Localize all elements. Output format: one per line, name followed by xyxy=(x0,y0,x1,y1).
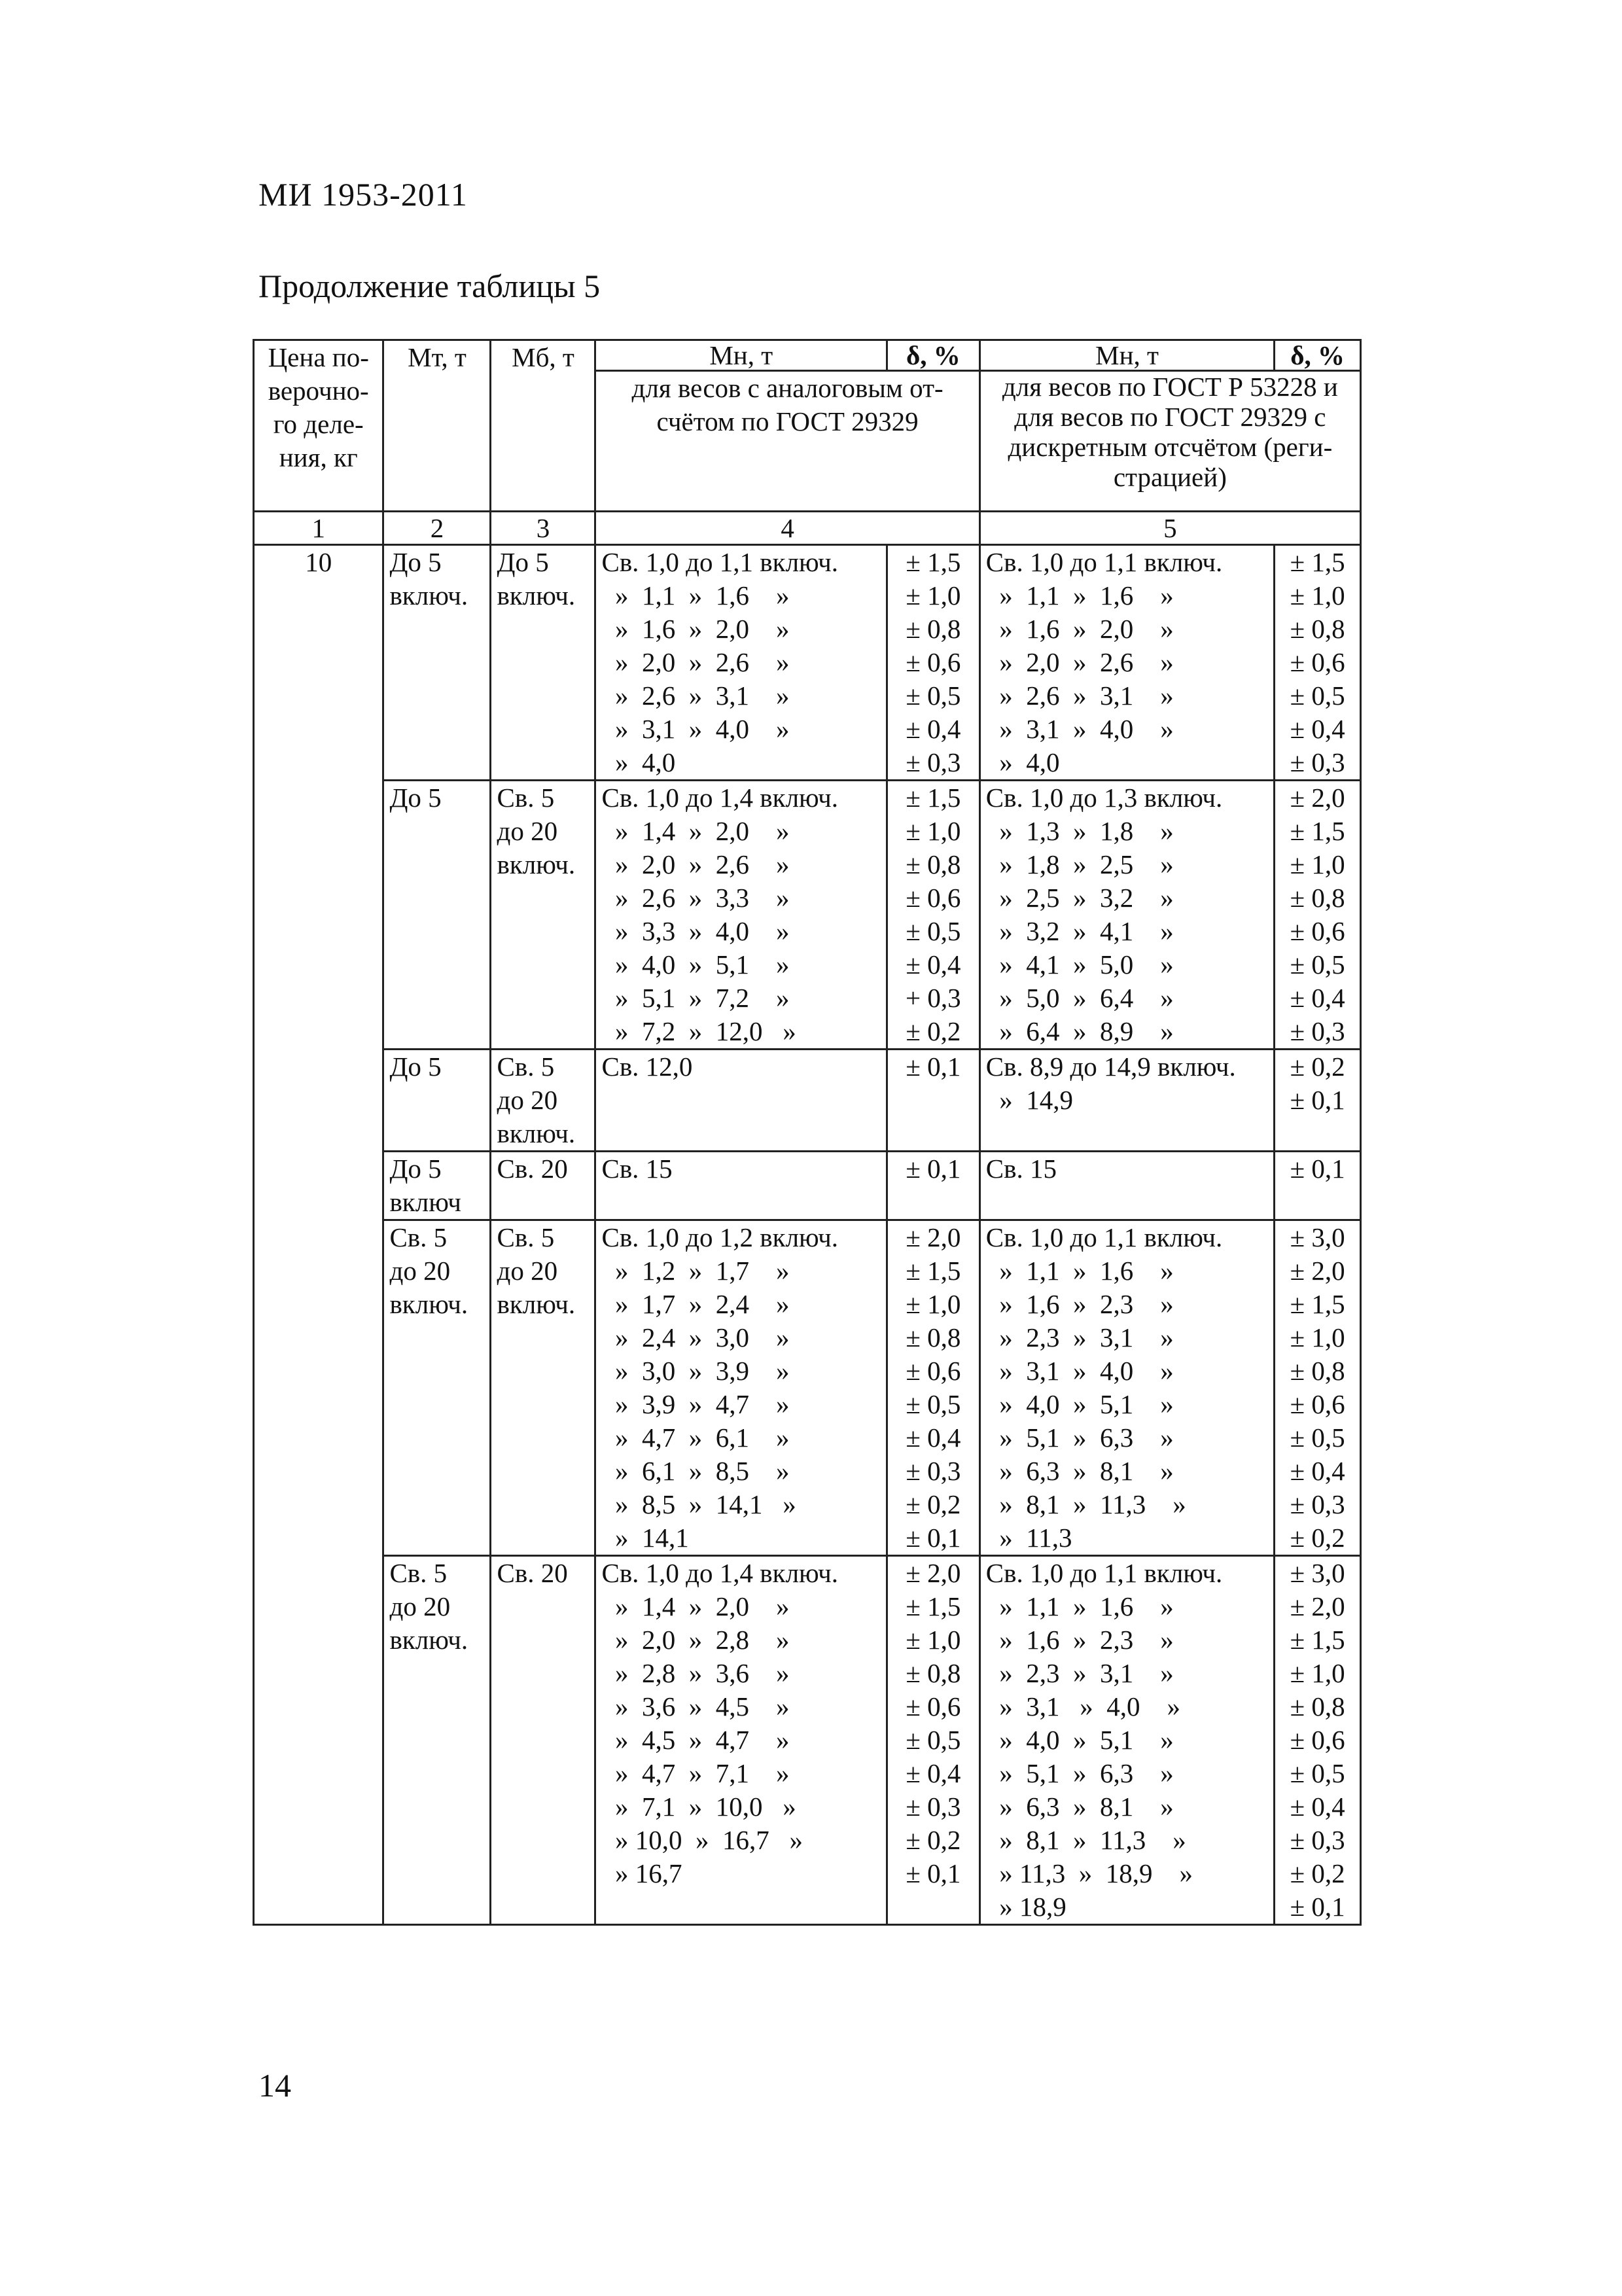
header-row-top xyxy=(254,340,1361,371)
delta-value: ± 0,8 xyxy=(906,1658,961,1688)
range-value: » 11,3 » 18,9 » xyxy=(985,1858,1193,1888)
mb-cell: Св. 5 до 20 включ. xyxy=(491,1050,595,1152)
range-value: » 14,1 xyxy=(601,1523,689,1553)
range-value: » 6,3 » 8,1 » xyxy=(985,1456,1174,1486)
delta-value: ± 1,0 xyxy=(1290,580,1345,610)
delta-value: ± 0,2 xyxy=(1290,1051,1345,1082)
delta-cell-col5 xyxy=(1275,1556,1361,1925)
delta-value: ± 0,3 xyxy=(906,747,961,777)
header-mn-col4: Мн, т xyxy=(595,340,887,371)
range-cell-col5 xyxy=(979,1220,1275,1556)
range-value: » 1,1 » 1,6 » xyxy=(985,1591,1174,1621)
range-value: » 1,8 » 2,5 » xyxy=(985,849,1174,879)
range-value: » 5,1 » 6,3 » xyxy=(985,1758,1174,1788)
range-value: » 16,7 xyxy=(601,1858,682,1888)
delta-cell-col4 xyxy=(887,1050,979,1152)
delta-value: ± 1,5 xyxy=(1290,816,1345,846)
range-value: » 1,1 » 1,6 » xyxy=(985,580,1174,610)
header-delta-col5: δ, % xyxy=(1275,340,1361,371)
header-mn-col5: Мн, т xyxy=(979,340,1275,371)
delta-value: ± 2,0 xyxy=(906,1222,961,1252)
range-cell-col4 xyxy=(595,1152,887,1220)
division-value-cell: 10 xyxy=(254,545,383,1925)
range-value: » 3,2 » 4,1 » xyxy=(985,916,1174,946)
delta-value: ± 0,2 xyxy=(1290,1858,1345,1888)
range-value: » 2,0 » 2,6 » xyxy=(601,849,790,879)
table-row xyxy=(254,1152,1361,1220)
delta-cell-col5 xyxy=(1275,781,1361,1050)
range-value: Св. 1,0 до 1,4 включ. xyxy=(601,783,838,813)
table-row xyxy=(254,1556,1361,1925)
delta-value: ± 0,4 xyxy=(906,1422,961,1453)
delta-value: ± 2,0 xyxy=(906,1558,961,1588)
range-value: » 2,6 » 3,1 » xyxy=(985,680,1174,711)
delta-value: ± 0,6 xyxy=(1290,916,1345,946)
range-value: » 3,9 » 4,7 » xyxy=(601,1389,790,1419)
delta-value: ± 0,5 xyxy=(906,916,961,946)
range-value: » 4,0 xyxy=(601,747,676,777)
header-division: Цена по- верочно- го деле- ния, кг xyxy=(254,340,383,512)
specification-table xyxy=(253,339,1362,1926)
delta-value: ± 0,4 xyxy=(1290,1792,1345,1822)
delta-cell-col4 xyxy=(887,781,979,1050)
range-value: Св. 8,9 до 14,9 включ. xyxy=(985,1051,1236,1082)
delta-value: ± 0,3 xyxy=(1290,1016,1345,1046)
column-number-1: 1 xyxy=(254,512,383,545)
delta-value: ± 0,4 xyxy=(1290,1456,1345,1486)
delta-value: ± 0,1 xyxy=(1290,1154,1345,1184)
range-value: » 2,8 » 3,6 » xyxy=(601,1658,790,1688)
delta-cell-col5 xyxy=(1275,1220,1361,1556)
range-value: » 2,0 » 2,8 » xyxy=(601,1625,790,1655)
delta-value: ± 1,5 xyxy=(1290,1625,1345,1655)
delta-value: ± 0,8 xyxy=(906,1322,961,1352)
delta-value: ± 0,5 xyxy=(1290,949,1345,980)
mt-cell: До 5 включ. xyxy=(383,545,491,781)
delta-value: ± 0,1 xyxy=(906,1154,961,1184)
delta-value: ± 0,5 xyxy=(1290,680,1345,711)
table-caption: Продолжение таблицы 5 xyxy=(258,268,601,304)
delta-value: ± 1,5 xyxy=(906,1256,961,1286)
delta-value: ± 0,8 xyxy=(906,849,961,879)
delta-value: ± 1,5 xyxy=(906,1591,961,1621)
range-value: » 8,1 » 11,3 » xyxy=(985,1825,1186,1855)
delta-value: + 0,3 xyxy=(906,983,961,1013)
delta-value: ± 1,0 xyxy=(906,816,961,846)
range-value: Св. 1,0 до 1,1 включ. xyxy=(985,1222,1223,1252)
range-value: » 3,0 » 3,9 » xyxy=(601,1356,790,1386)
range-value: » 4,0 » 5,1 » xyxy=(985,1389,1174,1419)
range-value: » 3,1 » 4,0 » xyxy=(985,714,1174,744)
delta-value: ± 0,1 xyxy=(906,1523,961,1553)
range-value: Св. 1,0 до 1,2 включ. xyxy=(601,1222,838,1252)
delta-value: ± 1,0 xyxy=(906,1625,961,1655)
delta-value: ± 3,0 xyxy=(1290,1558,1345,1588)
range-value: » 4,0 » 5,1 » xyxy=(601,949,790,980)
range-value: » 11,3 xyxy=(985,1523,1072,1553)
range-cell-col5 xyxy=(979,1556,1275,1925)
delta-value: ± 1,5 xyxy=(1290,1289,1345,1319)
range-value: » 6,4 » 8,9 » xyxy=(985,1016,1174,1046)
delta-value: ± 0,1 xyxy=(906,1858,961,1888)
table-row xyxy=(254,545,1361,781)
range-value: » 1,6 » 2,0 » xyxy=(985,614,1174,644)
range-value: Св. 1,0 до 1,1 включ. xyxy=(985,1558,1223,1588)
range-cell-col4 xyxy=(595,1050,887,1152)
delta-cell-col4 xyxy=(887,545,979,781)
delta-value: ± 0,5 xyxy=(1290,1422,1345,1453)
document-code: МИ 1953-2011 xyxy=(258,176,468,213)
range-value: » 2,3 » 3,1 » xyxy=(985,1658,1174,1688)
range-value: » 5,1 » 7,2 » xyxy=(601,983,790,1013)
delta-value: ± 2,0 xyxy=(1290,1256,1345,1286)
mb-cell: До 5 включ. xyxy=(491,545,595,781)
column-number-3: 3 xyxy=(491,512,595,545)
delta-value: ± 0,6 xyxy=(1290,1725,1345,1755)
range-cell-col4 xyxy=(595,1220,887,1556)
range-value: » 4,0 xyxy=(985,747,1060,777)
range-value: Св. 1,0 до 1,4 включ. xyxy=(601,1558,838,1588)
delta-value: ± 2,0 xyxy=(1290,783,1345,813)
range-value: » 2,0 » 2,6 » xyxy=(985,647,1174,677)
delta-value: ± 0,6 xyxy=(906,883,961,913)
delta-value: ± 0,1 xyxy=(1290,1085,1345,1115)
range-value: » 5,0 » 6,4 » xyxy=(985,983,1174,1013)
range-cell-col5 xyxy=(979,1050,1275,1152)
delta-cell-col4 xyxy=(887,1220,979,1556)
mt-cell: До 5 xyxy=(383,781,491,1050)
delta-value: ± 1,0 xyxy=(906,1289,961,1319)
range-value: » 7,1 » 10,0 » xyxy=(601,1792,796,1822)
delta-value: ± 1,0 xyxy=(1290,849,1345,879)
range-value: Св. 1,0 до 1,1 включ. xyxy=(601,547,838,577)
delta-cell-col5 xyxy=(1275,1152,1361,1220)
range-value: » 3,1 » 4,0 » xyxy=(985,1691,1180,1722)
range-value: » 6,3 » 8,1 » xyxy=(985,1792,1174,1822)
range-value: » 4,0 » 5,1 » xyxy=(985,1725,1174,1755)
table-row xyxy=(254,781,1361,1050)
delta-value: ± 0,4 xyxy=(1290,714,1345,744)
range-value: Св. 15 xyxy=(601,1154,673,1184)
range-value: Св. 12,0 xyxy=(601,1051,693,1082)
range-cell-col4 xyxy=(595,781,887,1050)
range-cell-col5 xyxy=(979,1152,1275,1220)
range-value: » 1,1 » 1,6 » xyxy=(601,580,790,610)
delta-value: ± 0,6 xyxy=(906,1691,961,1722)
delta-value: ± 0,3 xyxy=(1290,1489,1345,1519)
mb-cell: Св. 20 xyxy=(491,1152,595,1220)
range-value: » 18,9 xyxy=(985,1892,1067,1922)
delta-cell-col4 xyxy=(887,1152,979,1220)
range-value: » 1,6 » 2,3 » xyxy=(985,1625,1174,1655)
mt-cell: До 5 xyxy=(383,1050,491,1152)
delta-value: ± 0,8 xyxy=(1290,614,1345,644)
delta-cell-col5 xyxy=(1275,545,1361,781)
delta-value: ± 0,3 xyxy=(906,1456,961,1486)
delta-value: ± 0,3 xyxy=(1290,747,1345,777)
delta-value: ± 1,5 xyxy=(906,547,961,577)
header-mb: Мб, т xyxy=(491,340,595,512)
column-number-4: 4 xyxy=(595,512,979,545)
header-mt: Мт, т xyxy=(383,340,491,512)
column-number-5: 5 xyxy=(979,512,1360,545)
range-value: » 2,4 » 3,0 » xyxy=(601,1322,790,1352)
range-value: » 4,1 » 5,0 » xyxy=(985,949,1174,980)
column-number-2: 2 xyxy=(383,512,491,545)
range-cell-col4 xyxy=(595,1556,887,1925)
delta-value: ± 0,5 xyxy=(906,680,961,711)
delta-value: ± 0,4 xyxy=(1290,983,1345,1013)
delta-value: ± 0,3 xyxy=(1290,1825,1345,1855)
delta-value: ± 0,5 xyxy=(1290,1758,1345,1788)
mt-cell: Св. 5 до 20 включ. xyxy=(383,1556,491,1925)
range-value: » 3,3 » 4,0 » xyxy=(601,916,790,946)
delta-value: ± 1,0 xyxy=(906,580,961,610)
range-value: Св. 15 xyxy=(985,1154,1057,1184)
delta-cell-col4 xyxy=(887,1556,979,1925)
range-value: » 1,2 » 1,7 » xyxy=(601,1256,790,1286)
range-value: » 3,1 » 4,0 » xyxy=(985,1356,1174,1386)
range-value: » 1,6 » 2,3 » xyxy=(985,1289,1174,1319)
mb-cell: Св. 20 xyxy=(491,1556,595,1925)
range-value: » 4,7 » 6,1 » xyxy=(601,1422,790,1453)
range-value: » 6,1 » 8,5 » xyxy=(601,1456,790,1486)
delta-value: ± 0,6 xyxy=(906,647,961,677)
delta-value: ± 0,2 xyxy=(906,1489,961,1519)
delta-value: ± 0,5 xyxy=(906,1725,961,1755)
range-value: » 8,5 » 14,1 » xyxy=(601,1489,796,1519)
delta-value: ± 1,5 xyxy=(1290,547,1345,577)
range-value: » 3,6 » 4,5 » xyxy=(601,1691,790,1722)
range-value: » 10,0 » 16,7 » xyxy=(601,1825,803,1855)
range-value: » 5,1 » 6,3 » xyxy=(985,1422,1174,1453)
delta-value: ± 0,6 xyxy=(1290,647,1345,677)
delta-value: ± 0,4 xyxy=(906,949,961,980)
range-value: » 1,1 » 1,6 » xyxy=(985,1256,1174,1286)
delta-cell-col5 xyxy=(1275,1050,1361,1152)
mt-cell: Св. 5 до 20 включ. xyxy=(383,1220,491,1556)
delta-value: ± 1,0 xyxy=(1290,1658,1345,1688)
delta-value: ± 1,0 xyxy=(1290,1322,1345,1352)
header-desc-col5: для весов по ГОСТ Р 53228 и для весов по ГОСТ 29329 с дискретным отсчётом (реги- страцией) xyxy=(979,371,1360,512)
range-value: » 3,1 » 4,0 » xyxy=(601,714,790,744)
delta-value: ± 2,0 xyxy=(1290,1591,1345,1621)
delta-value: ± 0,6 xyxy=(906,1356,961,1386)
table-row xyxy=(254,1220,1361,1556)
delta-value: ± 0,5 xyxy=(906,1389,961,1419)
mb-cell: Св. 5 до 20 включ. xyxy=(491,1220,595,1556)
range-value: » 2,0 » 2,6 » xyxy=(601,647,790,677)
delta-value: ± 3,0 xyxy=(1290,1222,1345,1252)
range-value: » 1,4 » 2,0 » xyxy=(601,816,790,846)
delta-value: ± 0,3 xyxy=(906,1792,961,1822)
delta-value: ± 0,8 xyxy=(1290,1691,1345,1722)
page-number: 14 xyxy=(258,2067,291,2104)
range-value: » 2,3 » 3,1 » xyxy=(985,1322,1174,1352)
delta-value: ± 0,8 xyxy=(906,614,961,644)
range-value: » 2,6 » 3,3 » xyxy=(601,883,790,913)
mt-cell: До 5 включ xyxy=(383,1152,491,1220)
range-value: » 1,7 » 2,4 » xyxy=(601,1289,790,1319)
range-cell-col5 xyxy=(979,781,1275,1050)
range-value: » 4,7 » 7,1 » xyxy=(601,1758,790,1788)
range-cell-col4 xyxy=(595,545,887,781)
range-value: Св. 1,0 до 1,3 включ. xyxy=(985,783,1223,813)
delta-value: ± 0,2 xyxy=(906,1825,961,1855)
delta-value: ± 0,8 xyxy=(1290,883,1345,913)
range-value: » 1,3 » 1,8 » xyxy=(985,816,1174,846)
range-value: » 7,2 » 12,0 » xyxy=(601,1016,796,1046)
range-value: » 1,4 » 2,0 » xyxy=(601,1591,790,1621)
table-row xyxy=(254,1050,1361,1152)
delta-value: ± 0,4 xyxy=(906,1758,961,1788)
delta-value: ± 0,4 xyxy=(906,714,961,744)
delta-value: ± 0,1 xyxy=(1290,1892,1345,1922)
range-value: » 2,5 » 3,2 » xyxy=(985,883,1174,913)
range-value: Св. 1,0 до 1,1 включ. xyxy=(985,547,1223,577)
range-value: » 2,6 » 3,1 » xyxy=(601,680,790,711)
range-cell-col5 xyxy=(979,545,1275,781)
delta-value: ± 0,6 xyxy=(1290,1389,1345,1419)
delta-value: ± 0,2 xyxy=(906,1016,961,1046)
range-value: » 8,1 » 11,3 » xyxy=(985,1489,1186,1519)
header-delta-col4: δ, % xyxy=(887,340,979,371)
delta-value: ± 1,5 xyxy=(906,783,961,813)
header-desc-col4: для весов с аналоговым от- счётом по ГОСТ 29329 xyxy=(595,371,979,512)
column-number-row xyxy=(254,512,1361,545)
range-value: » 4,5 » 4,7 » xyxy=(601,1725,790,1755)
delta-value: ± 0,8 xyxy=(1290,1356,1345,1386)
range-value: » 14,9 xyxy=(985,1085,1073,1115)
delta-value: ± 0,2 xyxy=(1290,1523,1345,1553)
mb-cell: Св. 5 до 20 включ. xyxy=(491,781,595,1050)
range-value: » 1,6 » 2,0 » xyxy=(601,614,790,644)
delta-value: ± 0,1 xyxy=(906,1051,961,1082)
